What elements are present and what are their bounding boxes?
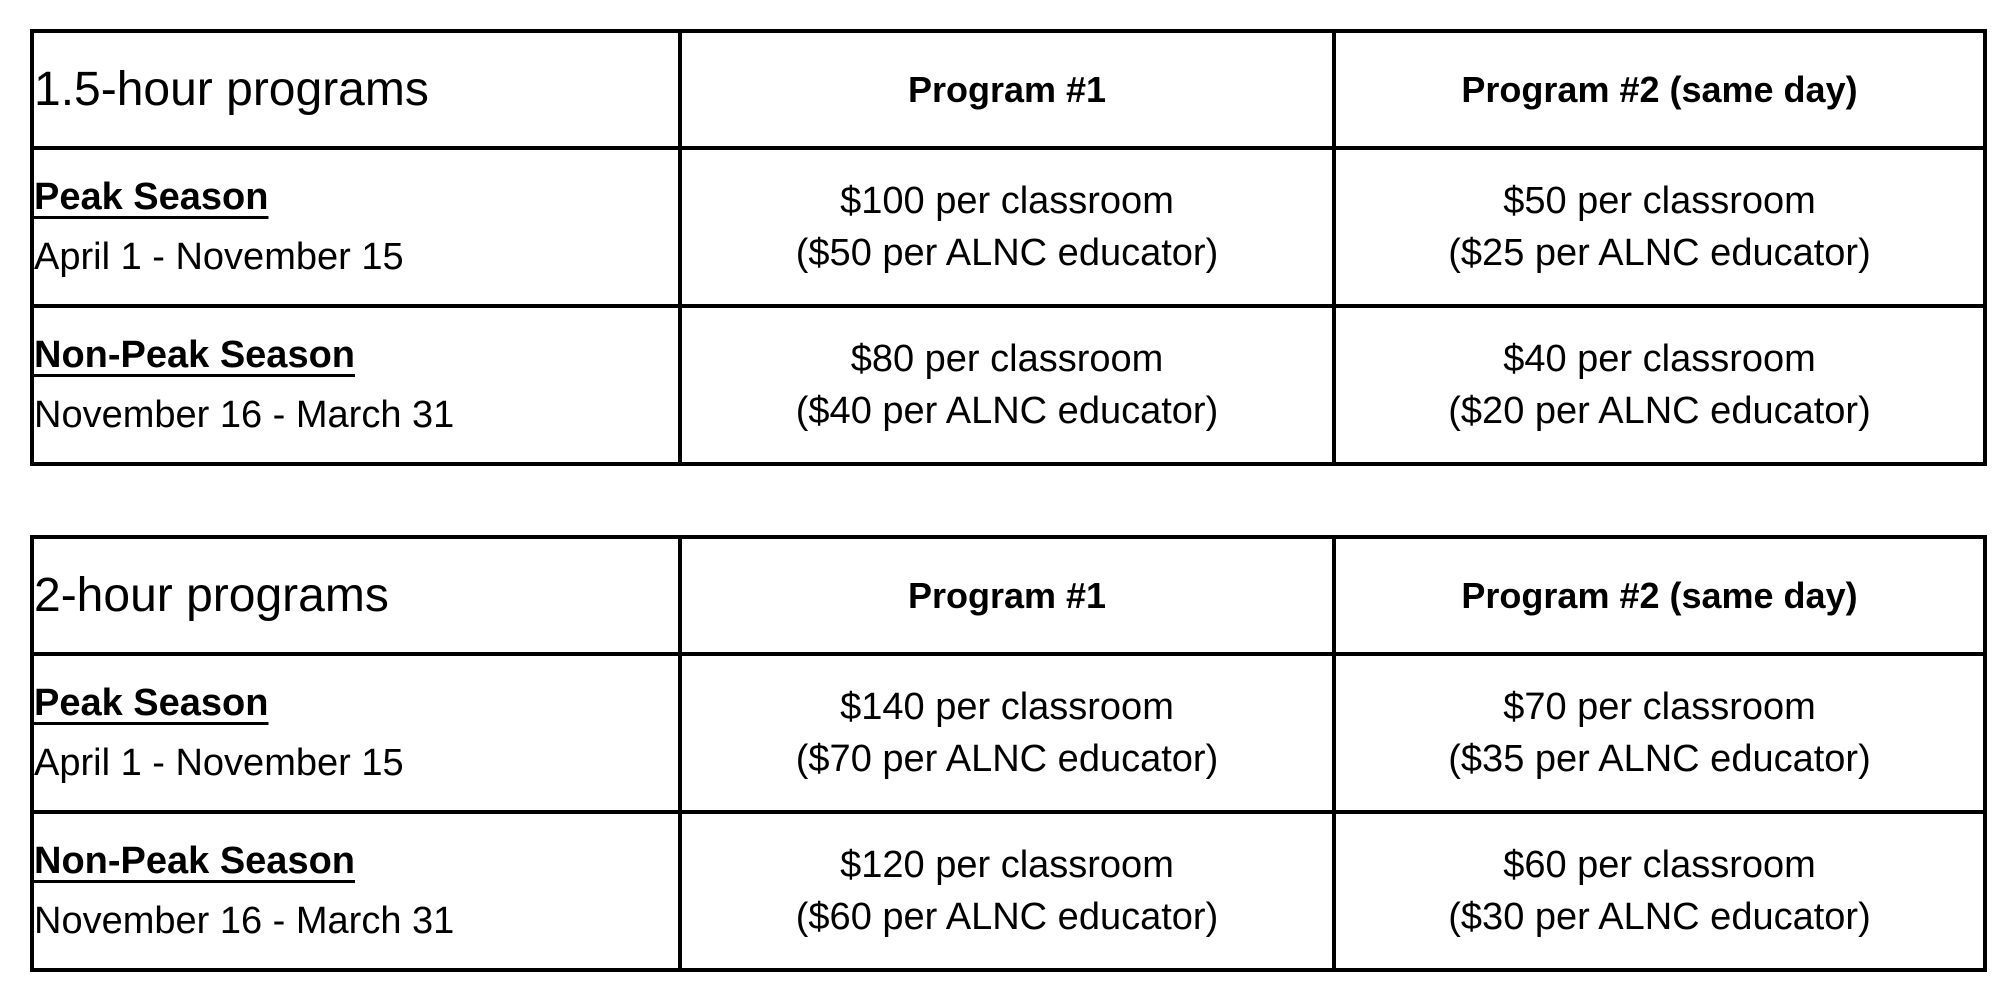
season-label: Peak Season [34,175,269,218]
season-cell [32,812,680,970]
row-peak-season [32,654,1985,812]
price-cell-program-2 [1334,148,1985,306]
season-dates: April 1 - November 15 [34,236,404,278]
price-cell-program-2 [1334,306,1985,464]
header-row [32,31,1985,148]
row-non-peak-season [32,306,1985,464]
price-cell-program-2 [1334,812,1985,970]
price-cell-program-1 [680,654,1334,812]
classroom-price: $40 per classroom [1503,337,1816,380]
header-row [32,537,1985,654]
educator-price: ($60 per ALNC educator) [795,896,1219,938]
classroom-price: $140 per classroom [840,685,1174,728]
season-dates: November 16 - March 31 [34,394,455,436]
classroom-price: $80 per classroom [850,337,1164,380]
educator-price: ($25 per ALNC educator) [1448,232,1871,274]
season-label: Non-Peak Season [34,839,355,882]
price-cell-program-1 [680,306,1334,464]
row-peak-season [32,148,1985,306]
pricing-table-2-hour [30,535,1987,972]
season-label: Non-Peak Season [34,333,355,376]
classroom-price: $70 per classroom [1503,685,1816,728]
price-cell-program-1 [680,148,1334,306]
educator-price: ($30 per ALNC educator) [1448,896,1871,938]
classroom-price: $60 per classroom [1503,843,1816,886]
row-non-peak-season [32,812,1985,970]
column-header-program-2: Program #2 (same day) [1334,537,1985,654]
season-cell [32,148,680,306]
educator-price: ($70 per ALNC educator) [795,738,1219,780]
educator-price: ($50 per ALNC educator) [795,232,1219,274]
educator-price: ($40 per ALNC educator) [795,390,1219,432]
table-title: 1.5-hour programs [32,31,680,148]
season-cell [32,654,680,812]
column-header-program-1: Program #1 [680,537,1334,654]
season-dates: April 1 - November 15 [34,742,404,784]
educator-price: ($20 per ALNC educator) [1448,390,1871,432]
educator-price: ($35 per ALNC educator) [1448,738,1871,780]
table-title: 2-hour programs [32,537,680,654]
classroom-price: $100 per classroom [840,179,1174,222]
season-dates: November 16 - March 31 [34,900,455,942]
column-header-program-1: Program #1 [680,31,1334,148]
classroom-price: $120 per classroom [840,843,1174,886]
column-header-program-2: Program #2 (same day) [1334,31,1985,148]
price-cell-program-2 [1334,654,1985,812]
price-cell-program-1 [680,812,1334,970]
season-label: Peak Season [34,681,269,724]
classroom-price: $50 per classroom [1503,179,1816,222]
season-cell [32,306,680,464]
pricing-table-1-5-hour [30,29,1987,466]
